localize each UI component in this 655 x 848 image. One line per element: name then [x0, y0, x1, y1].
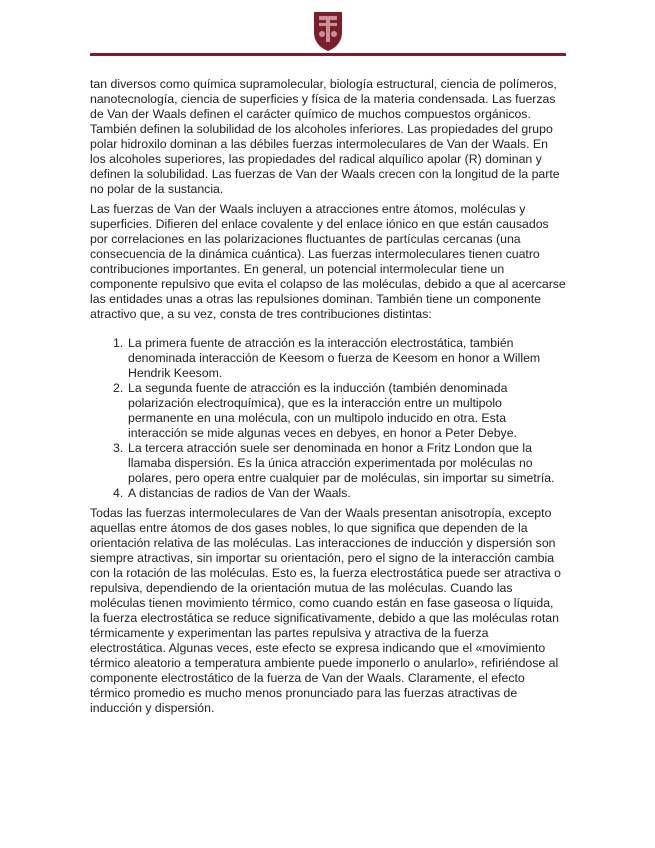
- p3-text-end: , excepto aquellas entre átomos de dos gases nobles, lo que significa que dependen de la orientación relativa de las moléculas. Las interacciones de inducción y dispersión son siempre atractivas, sin importar su orientación, pero el signo de la interacción cambia con la rotación de las moléculas. Esto es, la fuerza electrostática puede ser atractiva o repulsiva, dependiendo de la orientación mutua de las moléculas. Cuando las moléculas tienen movimiento térmico, como cuando están en fase gaseosa o líquida, la fuerza electrostática se reduce significativamente, debido a que las moléculas rotan térmicamente y experimentan las partes repulsiva y atractiva de la fuerza electrostática. Algunas veces, este efecto se expresa indicando que el «movimiento térmico aleatorio a temperatura ambiente puede imponerlo o anularlo», refiriéndose al componente electrostático de la fuerza de Van der Waals. Claramente, el efecto térmico promedio es mucho menos pronunciado para las fuerzas atractivas de inducción y dispersión.: [90, 506, 561, 715]
- list-text: La primera fuente de atracción es la interacción electrostática, también denominada interacción de Keesom o fuerza de Keesom en honor a Willem Hendrik Keesom.: [128, 336, 541, 380]
- list-number: 3.: [113, 441, 124, 455]
- document-body: [90, 77, 566, 716]
- list-number: 2.: [113, 381, 124, 395]
- paragraph-1: tan diversos como química supramolecular, biología estructural, ciencia de polímeros, nanotecnología, ciencia de superficies y física de la materia condensada. Las fuerzas de Van der Waals definen el carácter químico de muchos compuestos orgánicos. También definen la solubilidad de los alcoholes inferiores. Las propiedades del grupo polar hidroxilo dominan a las débiles fuerzas intermoleculares de Van der Waals. En los alcoholes superiores, las propiedades del radical alquílico apolar (R) dominan y definen la solubilidad. Las fuerzas de Van der Waals crecen con la longitud de la parte no polar de la sustancia.: [90, 77, 560, 196]
- institution-crest-icon: [311, 10, 345, 52]
- p3-text-start: Todas las fuerzas intermoleculares de Van der Waals presentan: [90, 506, 441, 520]
- list-item: [90, 381, 566, 441]
- paragraph-2: Las fuerzas de Van der Waals incluyen a atracciones entre átomos, moléculas y superficies. Difieren del enlace covalente y del enlace iónico en que están causados por correlaciones en las polarizaciones fluctuantes de partículas cercanas (una consecuencia de la dinámica cuántica). Las fuerzas intermoleculares tienen cuatro contribuciones importantes. En general, un potencial intermolecular tiene un componente repulsivo que evita el colapso de las moléculas, debido a que al acercarse las entidades unas a otras las repulsiones dominan. También tiene un componente atractivo que, a su vez, consta de tres contribuciones distintas:: [90, 202, 566, 321]
- list-number: 1.: [113, 336, 124, 350]
- paragraph-3: [90, 506, 566, 716]
- list-item: [90, 336, 566, 381]
- list-text: La segunda fuente de atracción es la inducción (también denominada polarización electroquímica), que es la interacción entre un multipolo permanente en una molécula, con un multipolo inducido en otra. Esta interacción se mide algunas veces en debyes, en honor a Peter Debye.: [128, 381, 517, 440]
- list-item: [90, 486, 566, 501]
- contributions-list: [90, 336, 566, 501]
- header-rule: [90, 53, 566, 56]
- list-item: [90, 441, 566, 486]
- list-number: 4.: [113, 486, 124, 500]
- list-text: A distancias de radios de Van der Waals.: [128, 486, 351, 500]
- list-text: La tercera atracción suele ser denominada en honor a Fritz London que la llamaba dispersión. Es la única atracción experimentada por moléculas no polares, pero opera entre cualquier par de moléculas, sin importar su simetría.: [128, 441, 555, 485]
- anisotropia-link[interactable]: anisotropía: [440, 506, 502, 520]
